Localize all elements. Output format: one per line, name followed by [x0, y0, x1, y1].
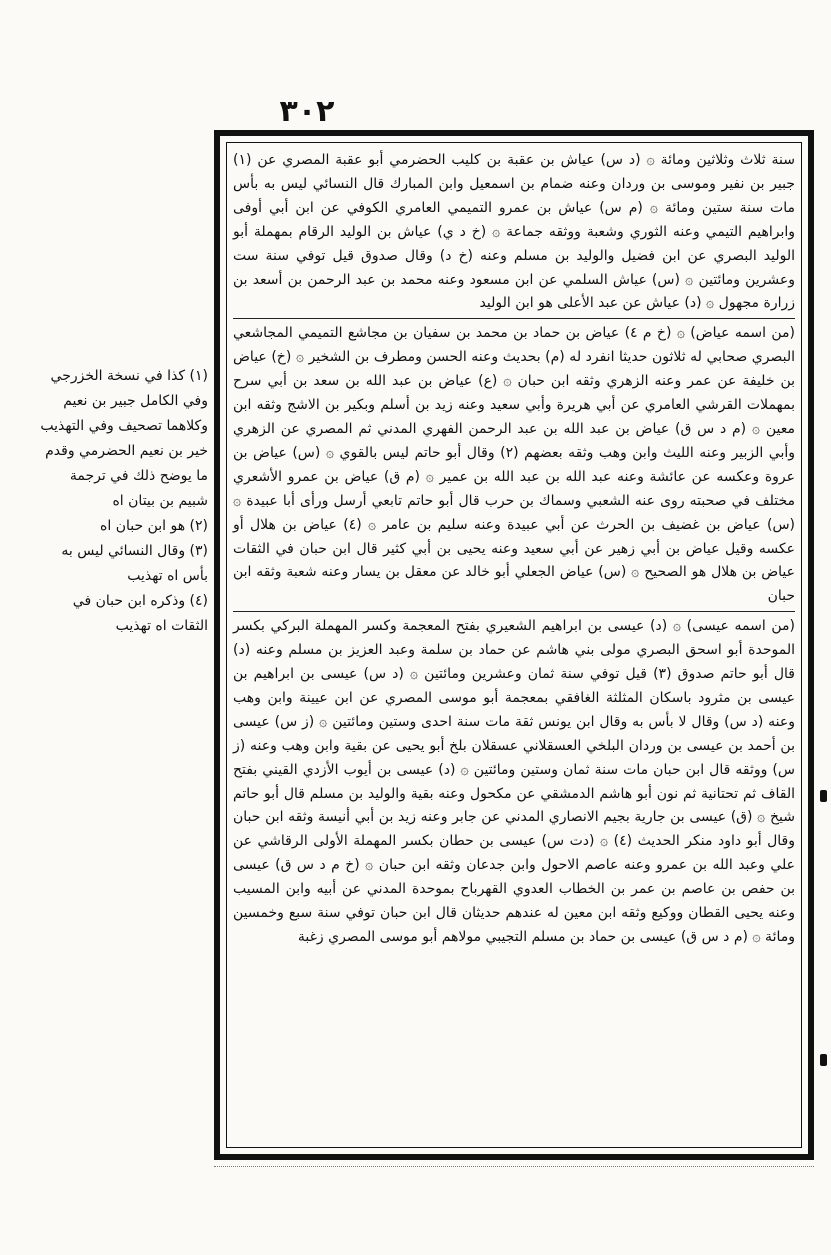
- page-number: ٣٠٢: [279, 94, 335, 129]
- footnote-1: (١) كذا في نسخة الخزرجي وفي الكامل جبير بن نعيم وكلاهما تصحيف وفي التهذيب خير بن نعيم الحضرمي وقدم ما يوضح ذلك في ترجمة شبيم بن بيتان اه: [40, 368, 208, 509]
- entries-iyad: (من اسمه عياض) ۞ (خ م ٤) عياض بن حماد بن محمد بن سفيان بن مجاشع التميمي المجاشعي البصري صحابي له ثلاثون حديثا انفرد له (م) بحديث وعنه الحسن ومطرف بن الشخير ۞ (خ) عياض بن خليفة عن عمر وعنه الزهري وثقه ابن حبان ۞ (ع) عياض بن عبد الله بن سعد بن أبي سرح بمهملات القرشي العامري عن أبي هريرة وأبي سعيد وعنه زيد بن أسلم وبكير بن الاشج وثقه ابن معين ۞ (م د س ق) عياض بن عبد الله بن عبد الرحمن الفهري المدني ثم المصري عن الزهري وأبي الزبير وعنه الليث وابن وهب وثقه بعضهم (٢) وقال أبو حاتم ليس بالقوي ۞ (س) عياض بن عروة وعكسه عن عائشة وعنه عبد الله بن عبد الله بن عمير ۞ (م ق) عياض بن عمرو الأشعري مختلف في صحبته روى عنه الشعبي وسماك بن حرب قال أبو حاتم تابعي أرسل ورأى أبا عبيدة ۞ (س) عياض بن غضيف بن الحرث عن أبي عبيدة وعنه سليم بن عامر ۞ (٤) عياض بن هلال أو عكسه وقيل عياض بن أبي زهير عن أبي سعيد وعنه يحيى بن أبي كثير قال ابن حبان في الثقات عياض بن هلال هو الصحيح ۞ (س) عياض الجعلي أبو خالد عن معقل بن يسار وعنه شعبة وثقه ابن حبان: [233, 325, 796, 605]
- page-frame-inner: [226, 142, 802, 1148]
- entries-ayyash: سنة ثلاث وثلاثين ومائة ۞ (د س) عياش بن عقبة بن كليب الحضرمي أبو عقبة المصري عن (١) جبير بن نفير وموسى بن وردان وعنه ضمام بن اسمعيل وابن المبارك قال النسائي ليس به بأس مات سنة ستين ومائة ۞ (م س) عياش بن عمرو التميمي العامري الكوفي عن ابن أبي أوفى وابراهيم التيمي وعنه الثوري وشعبة ووثقه جماعة ۞ (خ د ي) عياش بن الوليد الرقام بمهملة أبو الوليد البصري عن ابن فضيل والوليد بن مسلم وعنه (خ د) وقال صدوق قيل توفي سنة ست وعشرين ومائتين ۞ (س) عياش السلمي عن ابن مسعود وعنه محمد بن عبد الرحمن بن أسعد بن زرارة مجهول ۞ (د) عياش عن عبد الأعلى هو ابن الوليد: [233, 152, 795, 312]
- footnotes: [38, 364, 208, 639]
- page-frame: [214, 130, 814, 1160]
- entries-isa: (من اسمه عيسى) ۞ (د) عيسى بن ابراهيم الشعيري بفتح المعجمة وكسر المهملة البركي بكسر الموحدة أبو اسحق البصري مولى بني هاشم عن حماد بن سلمة وعبد العزيز بن مسلم وعنه (د) قال أبو حاتم صدوق (٣) قيل توفي سنة ثمان وعشرين ومائتين ۞ (د س) عيسى بن ابراهيم بن عيسى بن مثرود باسكان المثلثة الغافقي بمعجمة أبو موسى المصري عن ابن عيينة وابن وهب وعنه (د س) وقال لا بأس به وقال ابن يونس ثقة مات سنة احدى وستين ومائتين ۞ (ز س) عيسى بن أحمد بن عيسى بن وردان البلخي العسقلاني عسقلان بلخ أبو يحيى عن بقية وابن وهب وعنه (ز س) ووثقه قال ابن حبان مات سنة ثمان وستين ومائتين ۞ (د) عيسى بن أيوب الأزدي القيني بفتح القاف ثم تحتانية ثم نون أبو هاشم الدمشقي عن مكحول وعنه بقية والوليد بن مسلم قال أبو حاتم شيخ ۞ (ق) عيسى بن جارية بجيم الانصاري المدني عن جابر وعنه زيد بن أبي أنيسة وثقه ابن حبان وقال أبو داود منكر الحديث (٤) ۞ (دت س) عيسى بن حطان بكسر المهملة الأولى الرقاشي عن علي وعبد الله بن عمرو وعنه عاصم الاحول وابن جدعان وثقه ابن حبان ۞ (خ م د س ق) عيسى بن حفص بن عاصم بن عمر بن الخطاب العدوي القهرباح بموحدة المدني عن أبيه وابن المسيب وعنه يحيى القطان ووكيع وثقه ابن معين له عندهم حديثان قال ابن حبان توفي سنة سبع وخمسين ومائة ۞ (م د س ق) عيسى بن حماد بن مسلم التجيبي مولاهم أبو موسى المصري زغبة: [233, 618, 796, 945]
- bottom-rule: [214, 1166, 814, 1167]
- footnote-3: (٣) وقال النسائي ليس به بأس اه تهذيب: [61, 543, 208, 584]
- main-text: [227, 143, 801, 950]
- footnote-2: (٢) هو ابن حبان اه: [100, 518, 208, 534]
- footnote-4: (٤) وذكره ابن حبان في الثقات اه تهذيب: [72, 593, 208, 634]
- section-divider: [233, 318, 795, 319]
- section-divider: [233, 611, 795, 612]
- margin-mark: [820, 790, 827, 802]
- margin-mark: [820, 1054, 827, 1066]
